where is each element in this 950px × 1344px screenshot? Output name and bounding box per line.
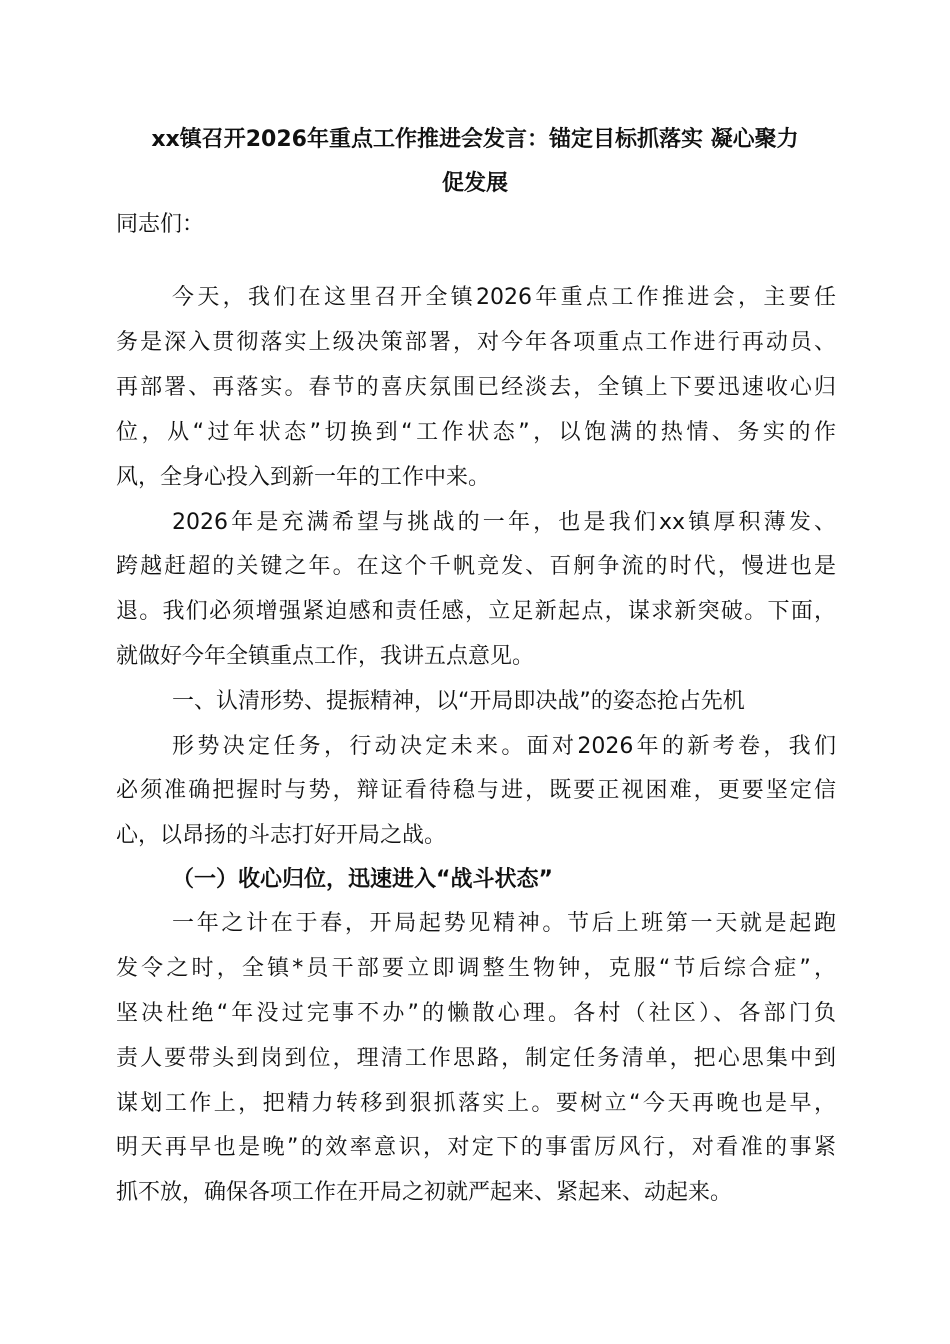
paragraph-4-line-6: 明天再早也是晚”的效率意识，对定下的事雷厉风行，对看准的事紧 [116,1135,836,1160]
paragraph-1-line-4: 位，从“过年状态”切换到“工作状态”，以饱满的热情、务实的作 [116,420,836,445]
paragraph-1-line-3: 再部署、再落实。春节的喜庆氛围已经淡去，全镇上下要迅速收心归 [116,375,836,400]
salutation: 同志们： [116,212,205,237]
paragraph-4-line-1: 一年之计在于春，开局起势见精神。节后上班第一天就是起跑 [172,911,836,936]
paragraph-2-line-2: 跨越赶超的关键之年。在这个千帆竞发、百舸争流的时代，慢进也是 [116,554,836,579]
paragraph-3-line-2: 必须准确把握时与势，辩证看待稳与进，既要正视困难，更要坚定信 [116,778,836,803]
paragraph-4-line-2: 发令之时，全镇*员干部要立即调整生物钟，克服“节后综合症”， [116,956,836,981]
paragraph-2-line-3: 退。我们必须增强紧迫感和责任感，立足新起点，谋求新突破。下面， [116,599,836,624]
subsection-heading-1: （一）收心归位，迅速进入“战斗状态” [172,867,553,892]
paragraph-2-line-1: 2026年是充满希望与挑战的一年，也是我们xx镇厚积薄发、 [172,510,836,535]
paragraph-4-line-4: 责人要带头到岗到位，理清工作思路，制定任务清单，把心思集中到 [116,1046,836,1071]
paragraph-4-line-5: 谋划工作上，把精力转移到狠抓落实上。要树立“今天再晚也是早， [116,1091,836,1116]
paragraph-2-line-4: 就做好今年全镇重点工作，我讲五点意见。 [116,644,535,669]
paragraph-4-line-7: 抓不放，确保各项工作在开局之初就严起来、紧起来、动起来。 [116,1180,733,1205]
paragraph-1-line-2: 务是深入贯彻落实上级决策部署，对今年各项重点工作进行再动员、 [116,330,836,355]
paragraph-3-line-3: 心，以昂扬的斗志打好开局之战。 [116,823,447,848]
document-title-line-2: 促发展 [441,171,508,196]
paragraph-1-line-5: 风，全身心投入到新一年的工作中来。 [116,465,491,490]
paragraph-3-line-1: 形势决定任务，行动决定未来。面对2026年的新考卷，我们 [172,734,836,759]
section-heading-1: 一、认清形势、提振精神，以“开局即决战”的姿态抢占先机 [172,689,745,714]
document-title-line-1: xx镇召开2026年重点工作推进会发言：锚定目标抓落实 凝心聚力 [151,127,799,152]
paragraph-4-line-3: 坚决杜绝“年没过完事不办”的懒散心理。各村（社区）、各部门负 [116,1001,836,1026]
paragraph-1-line-1: 今天，我们在这里召开全镇2026年重点工作推进会，主要任 [172,285,836,310]
